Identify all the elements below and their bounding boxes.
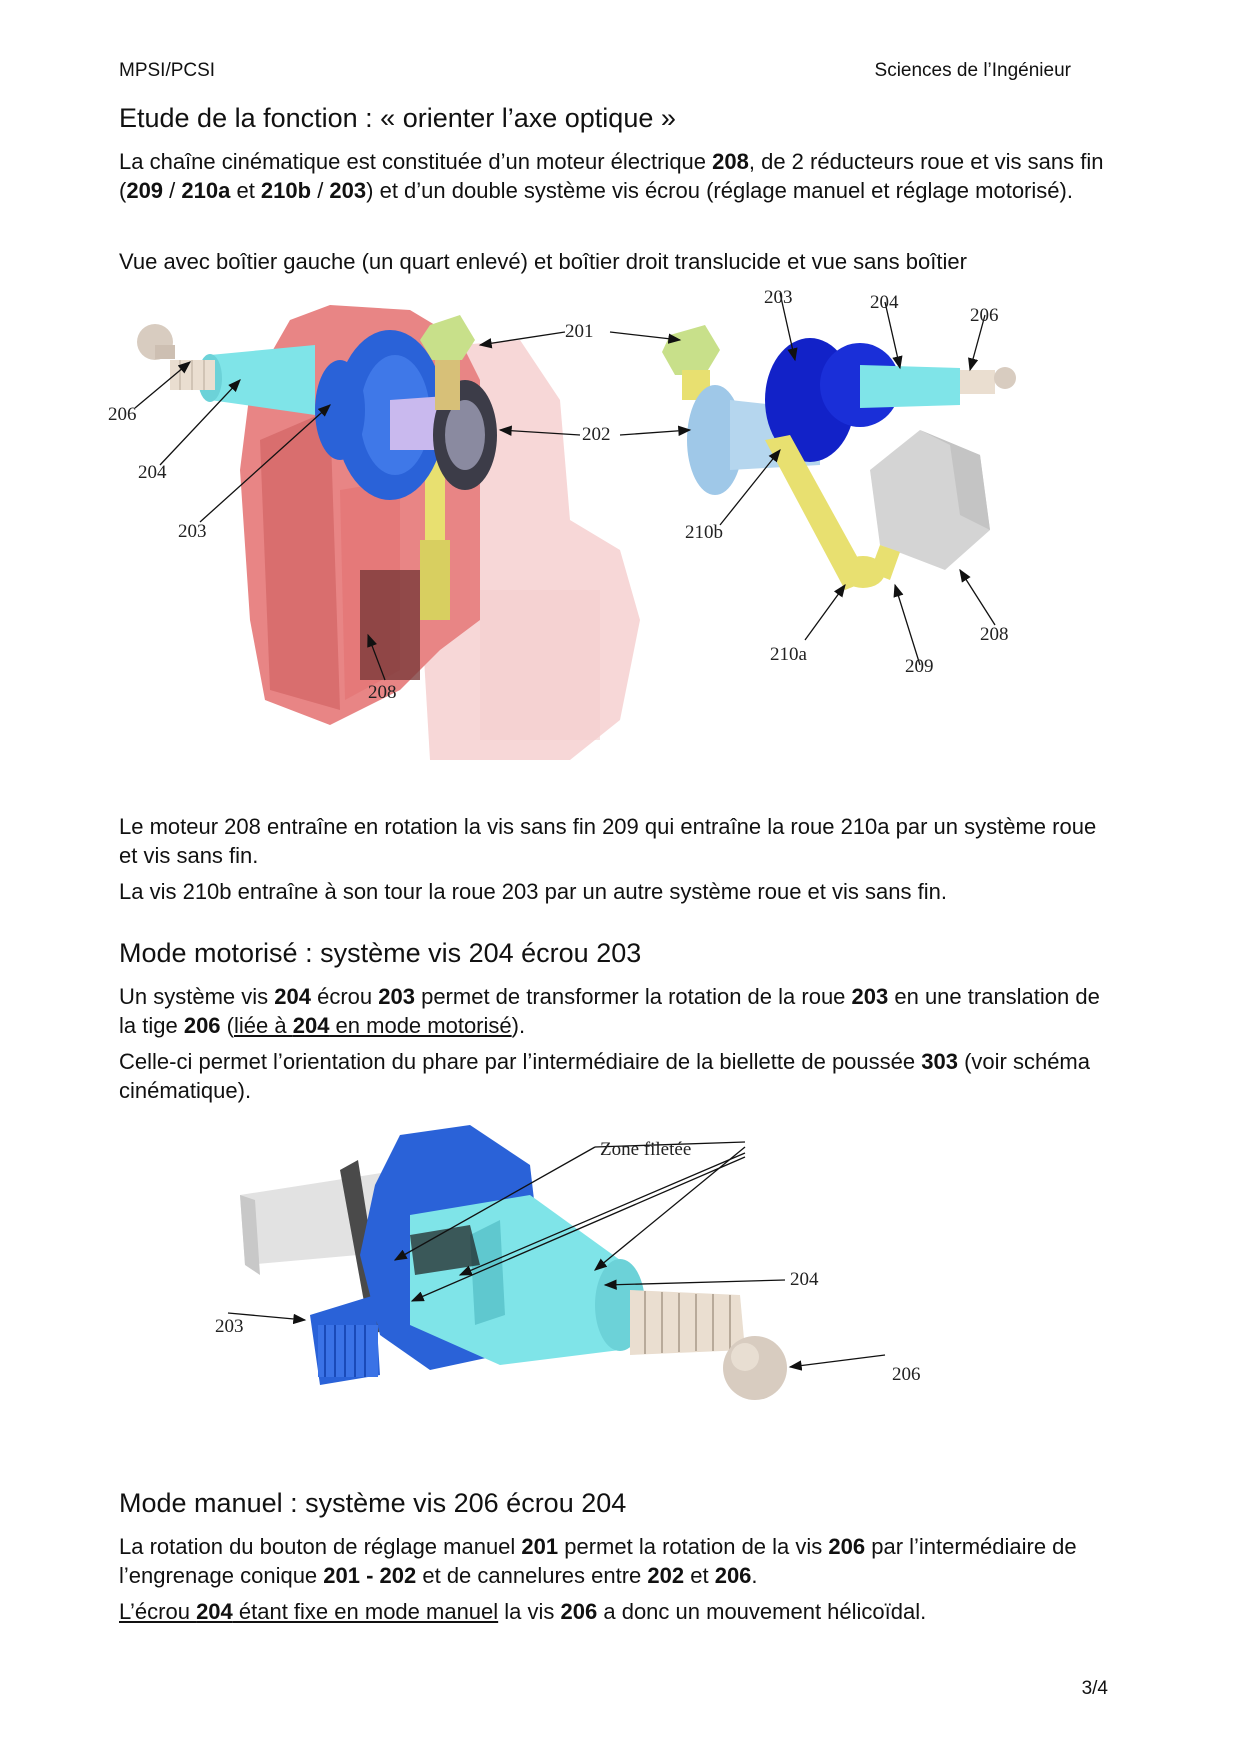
section-title-fonction: Etude de la fonction : « orienter l’axe optique » [119,103,676,133]
section-title-mode-manuel: Mode manuel : système vis 206 écrou 204 [119,1488,627,1518]
figure-nut-screw-detail [200,1125,1060,1455]
label-201: 201 [565,321,594,342]
label-206-detail: 206 [892,1364,921,1385]
label-210a: 210a [770,644,807,665]
label-209: 209 [905,656,934,677]
page-number: 3/4 [1081,1678,1108,1699]
paragraph-orientation-phare: Celle-ci permet l’orientation du phare par l’intermédiaire de la biellette de poussée 303 (voir schéma cinématique). [119,1049,1090,1103]
right-view-mechanism [662,325,1016,590]
label-203-left: 203 [178,521,207,542]
label-202: 202 [582,424,611,445]
label-204-right: 204 [870,291,899,313]
label-204-detail: 204 [790,1269,819,1290]
paragraph-ecrou-fixe: L’écrou 204 étant fixe en mode manuel la vis 206 a donc un mouvement hélicoïdal. [119,1599,927,1624]
paragraph-bouton-reglage: La rotation du bouton de réglage manuel 201 permet la rotation de la vis 206 par l’intermédiaire de l’engrenage conique 201 - 202 et de cannelures entre 202 et 206. [119,1534,1077,1588]
figure-actuator-views [100,290,1160,790]
label-210b: 210b [685,522,723,543]
paragraph-systeme-vis-204: Un système vis 204 écrou 203 permet de transformer la rotation de la roue 203 en une translation de la tige 206 (liée à 204 en mode motorisé). [119,984,1100,1038]
header-course: MPSI/PCSI [119,60,216,81]
paragraph-moteur-208: Le moteur 208 entraîne en rotation la vis sans fin 209 qui entraîne la roue 210a par un système roue et vis sans fin. [119,814,1097,868]
label-zone-filetee: Zone filetée [600,1139,692,1160]
paragraph-chaine-cinematique: La chaîne cinématique est constituée d’un moteur électrique 208, de 2 réducteurs roue et vis sans fin (209 / 210a et 210b / 203) et d’un double système vis écrou (réglage manuel et réglage motorisé). [119,149,1104,203]
paragraph-vue-boitier: Vue avec boîtier gauche (un quart enlevé) et boîtier droit translucide et vue sans boîtier [119,249,967,274]
paragraph-vis-210b: La vis 210b entraîne à son tour la roue 203 par un autre système roue et vis sans fin. [119,879,947,904]
section-title-mode-motorise: Mode motorisé : système vis 204 écrou 203 [119,938,642,968]
label-204-left: 204 [138,462,167,483]
label-208-right: 208 [980,624,1009,645]
label-208-left: 208 [368,682,397,703]
label-203-right: 203 [764,290,793,308]
label-203-detail: 203 [215,1316,244,1337]
label-206-right: 206 [970,304,999,326]
header-subject: Sciences de l’Ingénieur [874,60,1071,81]
nut-screw-drawing [240,1125,787,1400]
label-206-left: 206 [108,404,137,425]
